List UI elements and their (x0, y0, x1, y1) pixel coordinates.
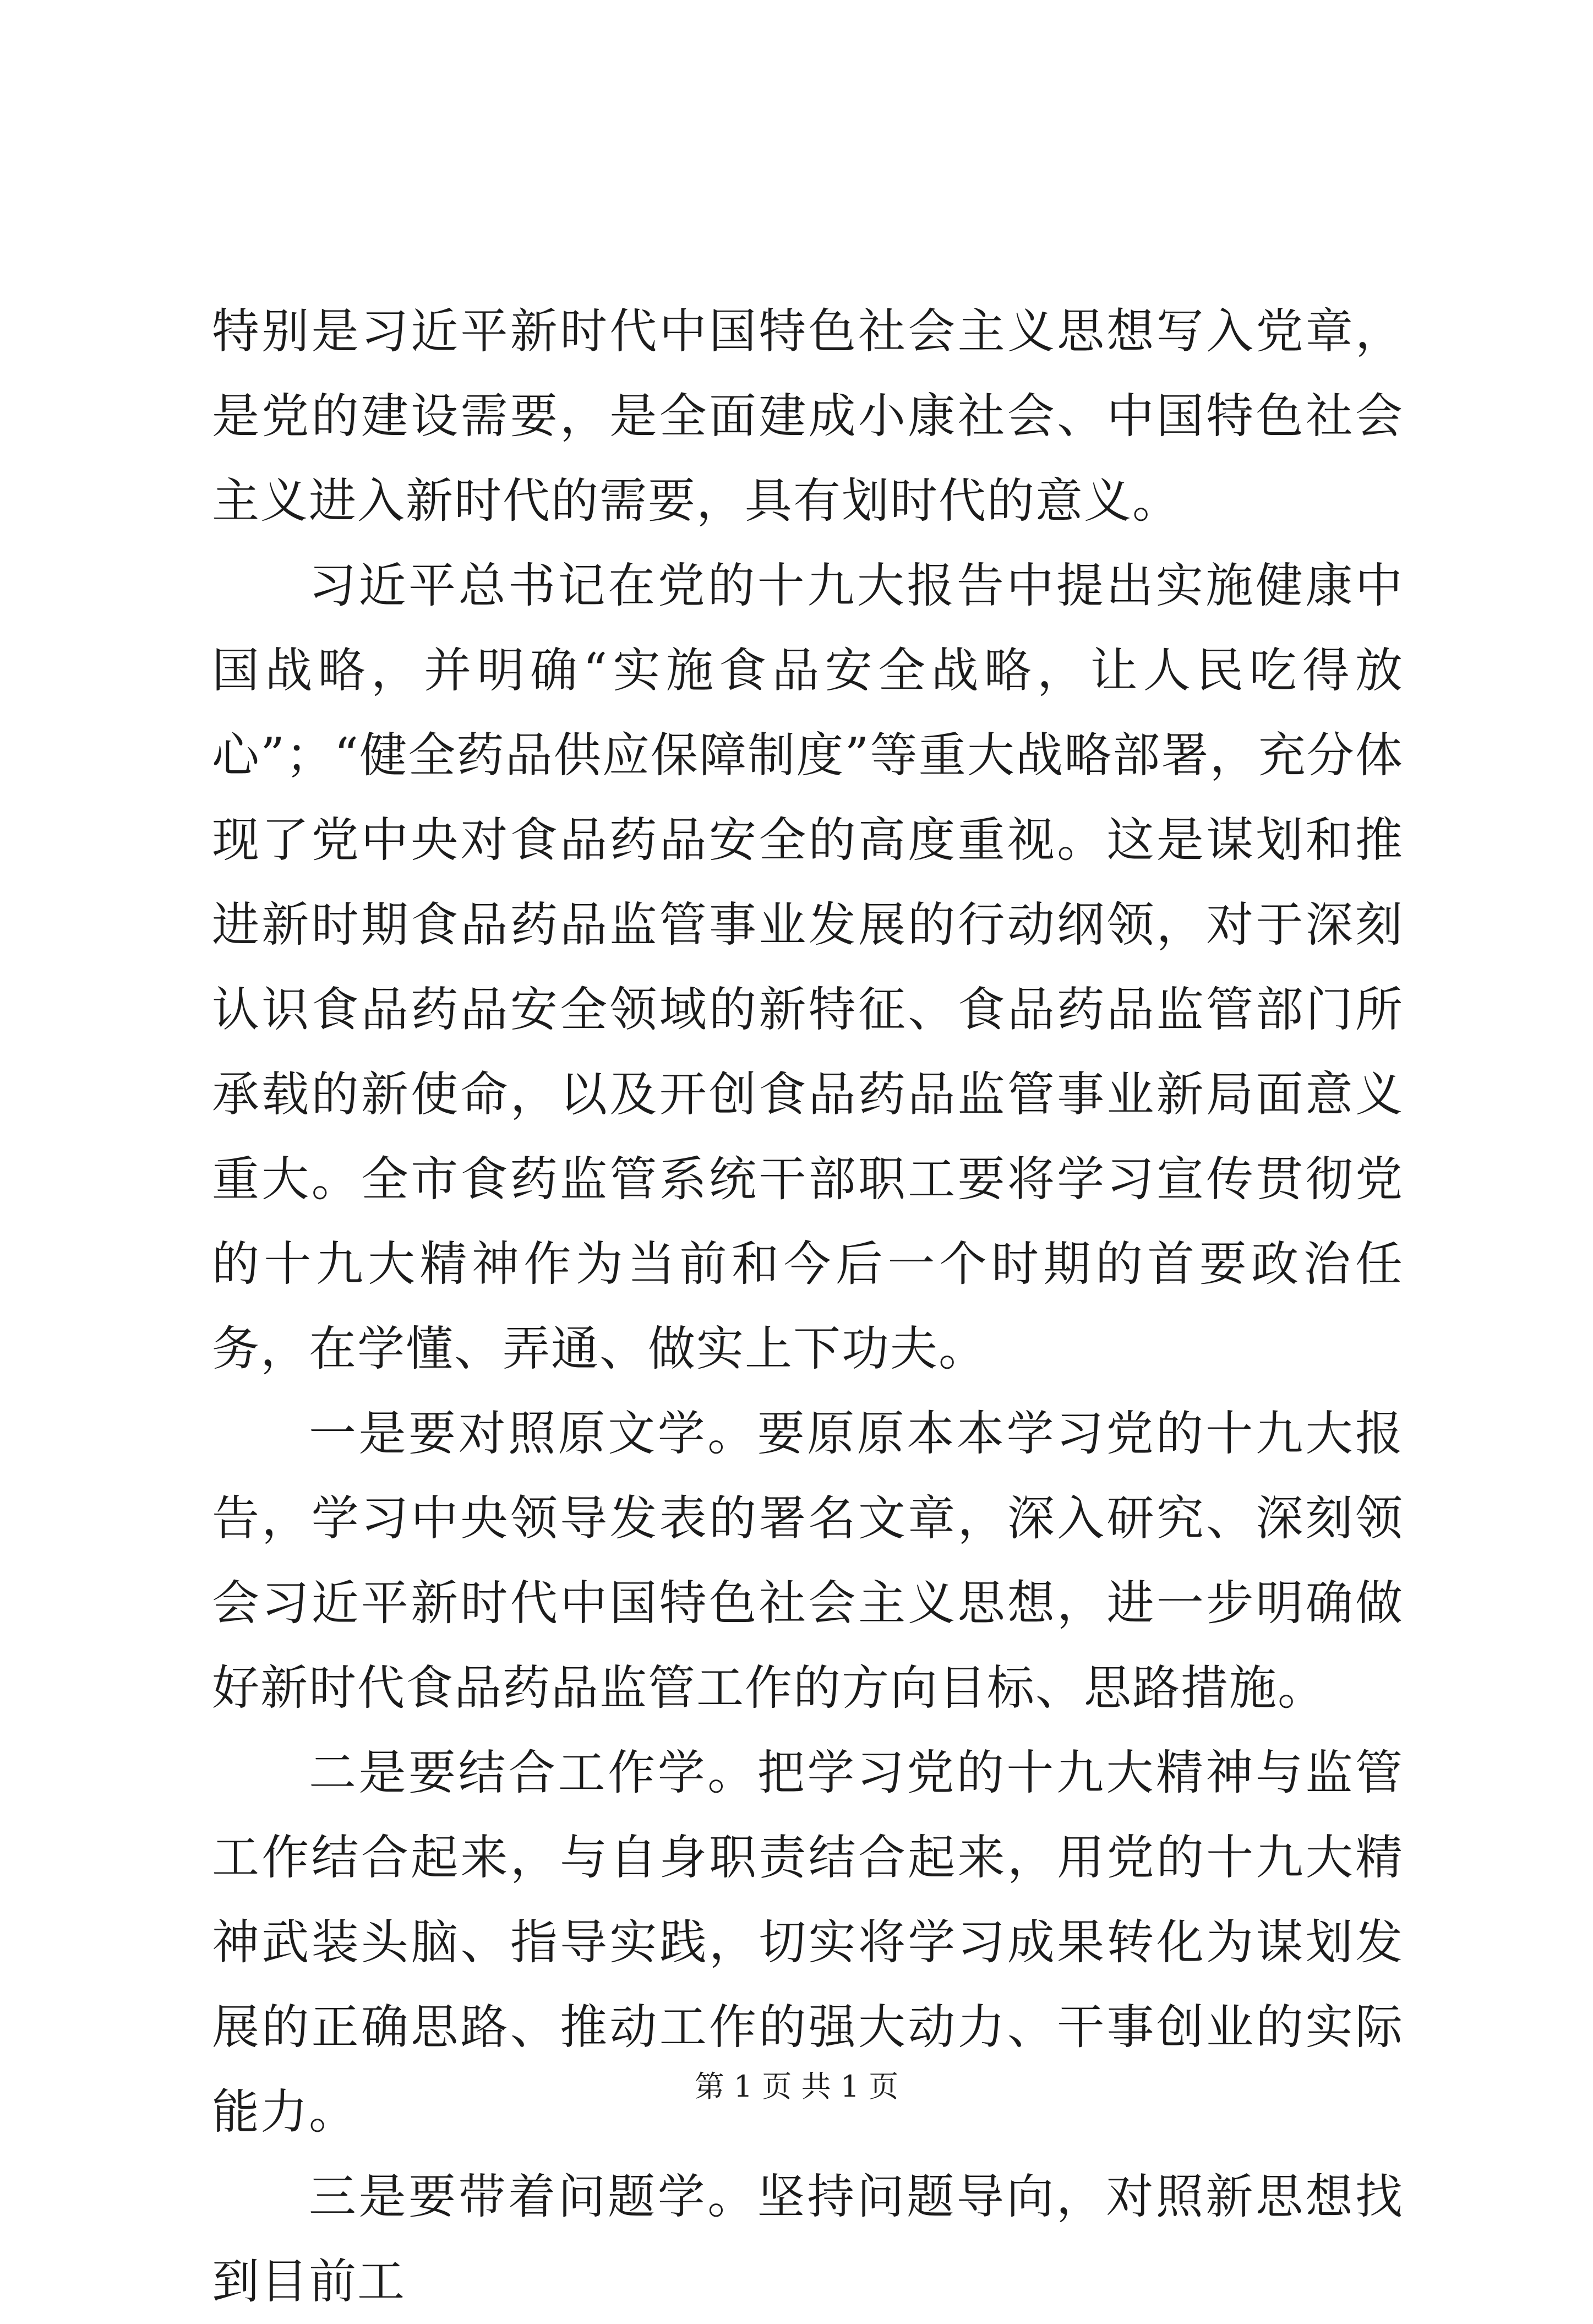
paragraph-4: 二是要结合工作学。把学习党的十九大精神与监管工作结合起来，与自身职责结合起来，用党的十九大精神武装头脑、指导实践，切实将学习成果转化为谋划发展的正确思路、推动工作的强大动力、干事创业的实际能力。 (212, 1745, 1404, 2140)
paragraph-5: 三是要带着问题学。坚持问题导向，对照新思想找到目前工 (212, 2169, 1404, 2309)
page-number-footer: 第 1 页 共 1 页 (694, 2069, 899, 2104)
paragraph-3: 一是要对照原文学。要原原本本学习党的十九大报告，学习中央领导发表的署名文章，深入研究、深刻领会习近平新时代中国特色社会主义思想，进一步明确做好新时代食品药品监管工作的方向目标、思路措施。 (212, 1406, 1404, 1716)
paragraph-1: 特别是习近平新时代中国特色社会主义思想写入党章，是党的建设需要，是全面建成小康社会、中国特色社会主义进入新时代的需要，具有划时代的意义。 (212, 304, 1404, 529)
document-body (212, 289, 1404, 2324)
paragraph-2: 习近平总书记在党的十九大报告中提出实施健康中国战略，并明确“实施食品安全战略，让人民吃得放心”；“健全药品供应保障制度”等重大战略部署，充分体现了党中央对食品药品安全的高度重视。这是谋划和推进新时期食品药品监管事业发展的行动纲领，对于深刻认识食品药品安全领域的新特征、食品药品监管部门所承载的新使命，以及开创食品药品监管事业新局面意义重大。全市食药监管系统干部职工要将学习宣传贯彻党的十九大精神作为当前和今后一个时期的首要政治任务，在学懂、弄通、做实上下功夫。 (212, 558, 1404, 1376)
